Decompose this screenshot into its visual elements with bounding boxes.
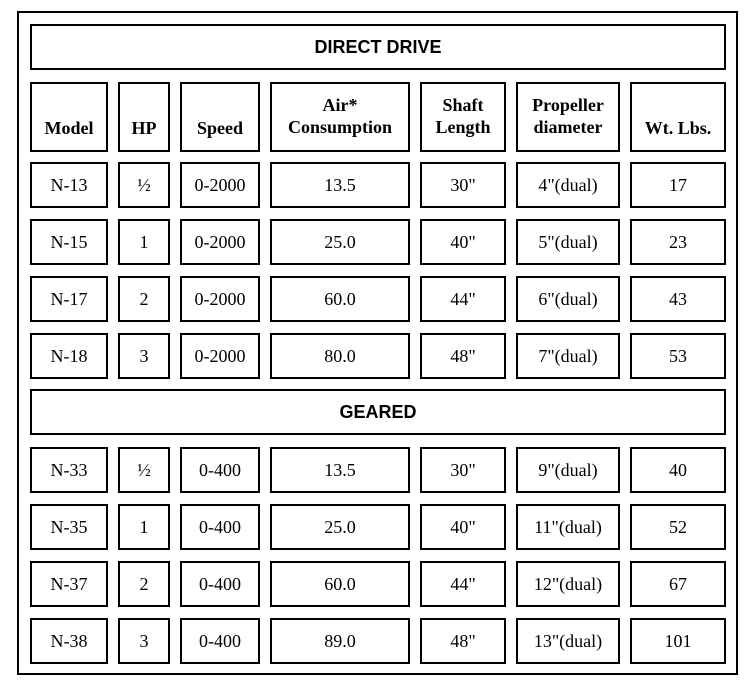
cell-speed: 0-400 bbox=[180, 618, 260, 664]
cell-shaft: 30" bbox=[420, 162, 506, 208]
cell-weight: 52 bbox=[630, 504, 726, 550]
cell-hp: ½ bbox=[118, 447, 170, 493]
header-propeller-diameter bbox=[516, 82, 620, 152]
cell-speed: 0-2000 bbox=[180, 162, 260, 208]
header-air-line1: Air* bbox=[322, 94, 358, 115]
cell-air: 13.5 bbox=[270, 162, 410, 208]
cell-shaft: 30" bbox=[420, 447, 506, 493]
cell-weight: 43 bbox=[630, 276, 726, 322]
cell-weight: 40 bbox=[630, 447, 726, 493]
cell-speed: 0-400 bbox=[180, 561, 260, 607]
cell-model: N-33 bbox=[30, 447, 108, 493]
section-direct-drive-title: DIRECT DRIVE bbox=[30, 24, 726, 70]
cell-propeller: 13"(dual) bbox=[516, 618, 620, 664]
header-air-line2: Consumption bbox=[287, 116, 393, 137]
cell-propeller: 11"(dual) bbox=[516, 504, 620, 550]
cell-air: 25.0 bbox=[270, 504, 410, 550]
cell-air: 25.0 bbox=[270, 219, 410, 265]
header-model: Model bbox=[30, 82, 108, 152]
cell-propeller: 9"(dual) bbox=[516, 447, 620, 493]
cell-model: N-15 bbox=[30, 219, 108, 265]
cell-speed: 0-400 bbox=[180, 504, 260, 550]
cell-propeller: 7"(dual) bbox=[516, 333, 620, 379]
cell-air: 60.0 bbox=[270, 276, 410, 322]
cell-hp: ½ bbox=[118, 162, 170, 208]
cell-speed: 0-2000 bbox=[180, 219, 260, 265]
cell-propeller: 5"(dual) bbox=[516, 219, 620, 265]
cell-hp: 3 bbox=[118, 333, 170, 379]
cell-weight: 101 bbox=[630, 618, 726, 664]
header-speed: Speed bbox=[180, 82, 260, 152]
cell-propeller: 4"(dual) bbox=[516, 162, 620, 208]
cell-model: N-38 bbox=[30, 618, 108, 664]
cell-speed: 0-400 bbox=[180, 447, 260, 493]
cell-model: N-37 bbox=[30, 561, 108, 607]
cell-weight: 17 bbox=[630, 162, 726, 208]
section-geared-title: GEARED bbox=[30, 389, 726, 435]
cell-weight: 53 bbox=[630, 333, 726, 379]
cell-hp: 1 bbox=[118, 504, 170, 550]
cell-air: 13.5 bbox=[270, 447, 410, 493]
cell-air: 89.0 bbox=[270, 618, 410, 664]
header-hp: HP bbox=[118, 82, 170, 152]
header-prop-line2: diameter bbox=[533, 116, 603, 137]
cell-shaft: 48" bbox=[420, 618, 506, 664]
cell-weight: 67 bbox=[630, 561, 726, 607]
header-prop-line1: Propeller bbox=[532, 94, 604, 115]
cell-shaft: 48" bbox=[420, 333, 506, 379]
cell-shaft: 40" bbox=[420, 504, 506, 550]
cell-shaft: 44" bbox=[420, 561, 506, 607]
cell-shaft: 40" bbox=[420, 219, 506, 265]
cell-model: N-35 bbox=[30, 504, 108, 550]
header-shaft-length bbox=[420, 82, 506, 152]
cell-air: 60.0 bbox=[270, 561, 410, 607]
cell-hp: 2 bbox=[118, 561, 170, 607]
cell-weight: 23 bbox=[630, 219, 726, 265]
cell-propeller: 6"(dual) bbox=[516, 276, 620, 322]
cell-speed: 0-2000 bbox=[180, 333, 260, 379]
header-shaft-line2: Length bbox=[435, 116, 491, 137]
cell-model: N-13 bbox=[30, 162, 108, 208]
cell-shaft: 44" bbox=[420, 276, 506, 322]
cell-propeller: 12"(dual) bbox=[516, 561, 620, 607]
cell-hp: 3 bbox=[118, 618, 170, 664]
cell-speed: 0-2000 bbox=[180, 276, 260, 322]
cell-model: N-18 bbox=[30, 333, 108, 379]
cell-hp: 1 bbox=[118, 219, 170, 265]
header-weight: Wt. Lbs. bbox=[630, 82, 726, 152]
header-air-consumption bbox=[270, 82, 410, 152]
cell-air: 80.0 bbox=[270, 333, 410, 379]
cell-hp: 2 bbox=[118, 276, 170, 322]
cell-model: N-17 bbox=[30, 276, 108, 322]
header-shaft-line1: Shaft bbox=[442, 94, 484, 115]
